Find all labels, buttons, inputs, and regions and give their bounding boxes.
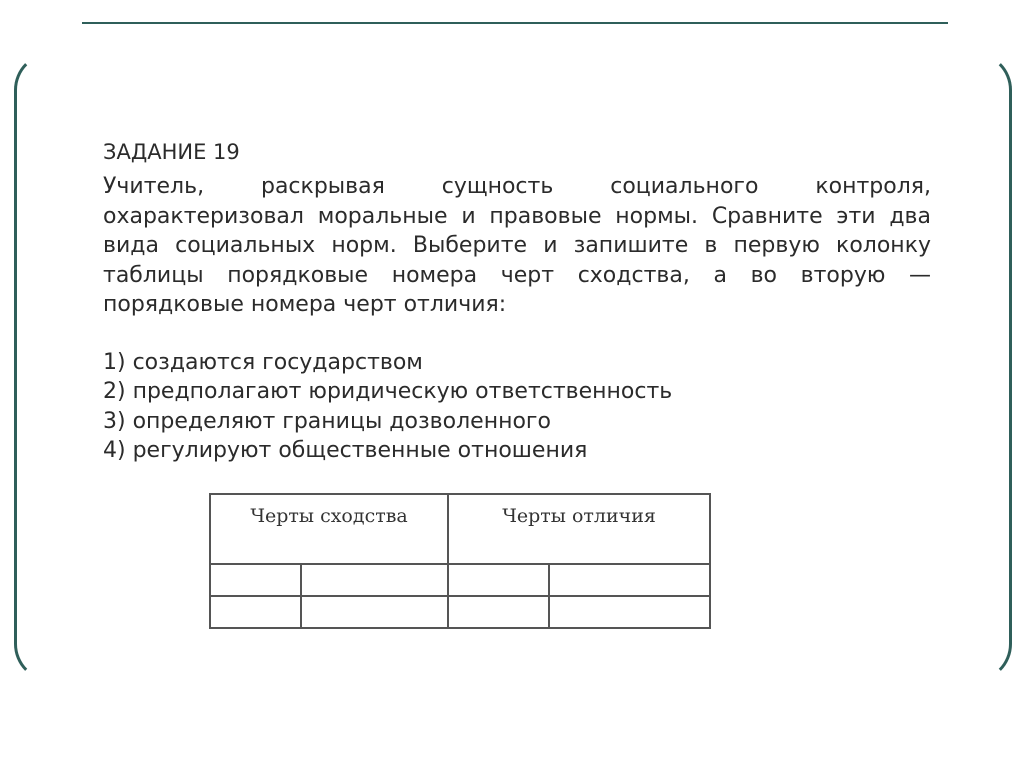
top-divider bbox=[82, 22, 948, 24]
header-similarities: Черты сходства bbox=[210, 494, 448, 564]
answer-cell[interactable] bbox=[301, 596, 448, 628]
option-item: 2) предполагают юридическую ответственность bbox=[103, 379, 673, 404]
options-list bbox=[103, 348, 931, 466]
right-bracket-frame bbox=[972, 52, 1012, 682]
table-row bbox=[210, 564, 710, 596]
answer-cell[interactable] bbox=[448, 564, 549, 596]
task-title: ЗАДАНИЕ 19 bbox=[103, 140, 240, 164]
table-row bbox=[210, 596, 710, 628]
answer-cell[interactable] bbox=[549, 564, 710, 596]
task-block bbox=[103, 138, 931, 466]
task-question: Учитель, раскрывая сущность социального контроля, охарактеризовал моральные и правовые нормы. Сравните эти два вида социальных норм. Выберите и запишите в первую колонку таблицы порядковые номера черт сходства, а во вторую — порядковые номера черт отличия: bbox=[103, 174, 931, 317]
table-header-row bbox=[210, 494, 710, 564]
answer-table bbox=[209, 493, 711, 629]
answer-cell[interactable] bbox=[448, 596, 549, 628]
answer-cell[interactable] bbox=[301, 564, 448, 596]
option-item: 1) создаются государством bbox=[103, 349, 423, 375]
answer-cell[interactable] bbox=[549, 596, 710, 628]
option-item: 3) определяют границы дозволенного bbox=[103, 408, 551, 434]
option-item: 4) регулируют общественные отношения bbox=[103, 438, 588, 463]
header-differences: Черты отличия bbox=[448, 494, 710, 564]
left-bracket-frame bbox=[14, 52, 54, 682]
answer-cell[interactable] bbox=[210, 564, 301, 596]
answer-cell[interactable] bbox=[210, 596, 301, 628]
